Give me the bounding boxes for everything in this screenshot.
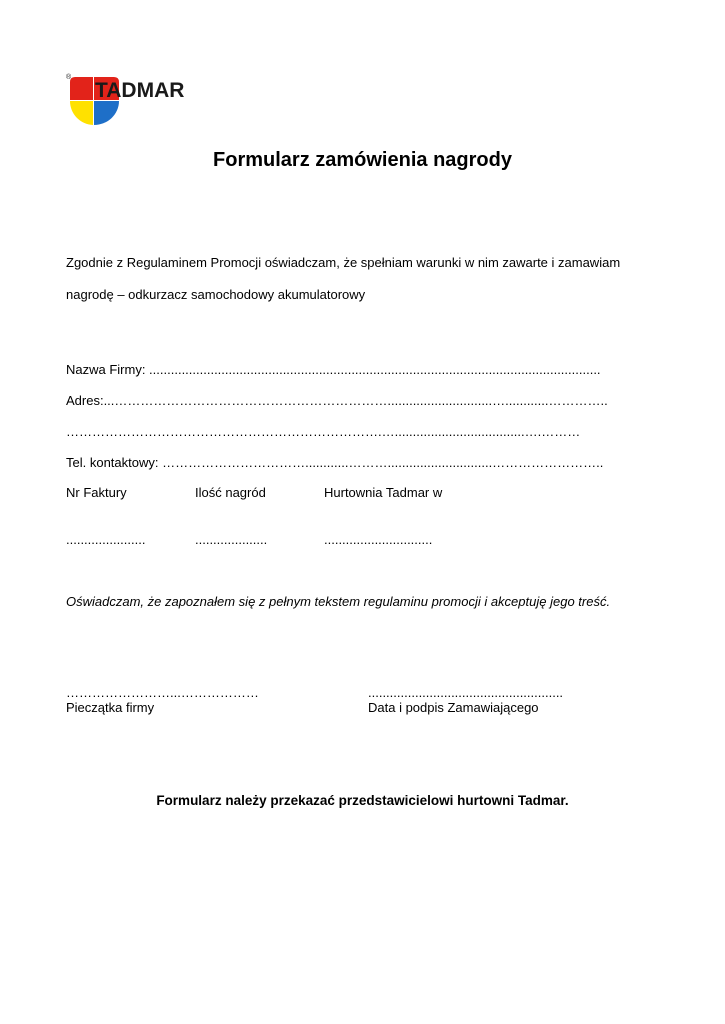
declaration-text: Oświadczam, że zapoznałem się z pełnym tekstem regulaminu promocji i akceptuję jego treść.	[66, 594, 611, 609]
company-name-field[interactable]: Nazwa Firmy: .............................................................................................................................	[66, 362, 601, 377]
address-continuation-field[interactable]: ……………………………………………………………….…....................................….………	[66, 424, 581, 439]
logo-yellow-quadrant	[70, 101, 93, 125]
signature-label: Data i podpis Zamawiającego	[368, 700, 539, 715]
reward-quantity-header: Ilość nagród	[195, 485, 266, 500]
logo-red-quadrant	[70, 77, 93, 100]
footer-instruction: Formularz należy przekazać przedstawicielowi hurtowni Tadmar.	[156, 793, 569, 808]
logo-brand-text: TADMAR	[95, 79, 185, 102]
intro-text-line-1: Zgodnie z Regulaminem Promocji oświadczam, że spełniam warunki w nim zawarte i zamawiam	[66, 255, 621, 270]
logo-blue-quadrant	[94, 101, 119, 125]
page-title: Formularz zamówienia nagrody	[213, 149, 512, 171]
wholesaler-blank[interactable]: ..............................	[324, 532, 433, 547]
tadmar-logo	[66, 73, 206, 129]
wholesaler-header: Hurtownia Tadmar w	[324, 485, 443, 500]
stamp-label: Pieczątka firmy	[66, 700, 155, 715]
intro-text-line-2: nagrodę – odkurzacz samochodowy akumulatorowy	[66, 287, 366, 302]
reward-quantity-blank[interactable]: ....................	[195, 532, 268, 547]
address-field[interactable]: Adres:...……………………………………………………….............................…............…………..	[66, 393, 608, 408]
invoice-number-header: Nr Faktury	[66, 485, 127, 500]
signature-line[interactable]: ......................................................	[368, 685, 564, 700]
logo-registered-mark: ®	[66, 74, 72, 81]
invoice-number-blank[interactable]: ......................	[66, 532, 146, 547]
phone-field[interactable]: Tel. kontaktowy: ……………………………............……….............................……………………..	[66, 455, 604, 470]
stamp-line[interactable]: ……………………...………………	[66, 685, 259, 700]
